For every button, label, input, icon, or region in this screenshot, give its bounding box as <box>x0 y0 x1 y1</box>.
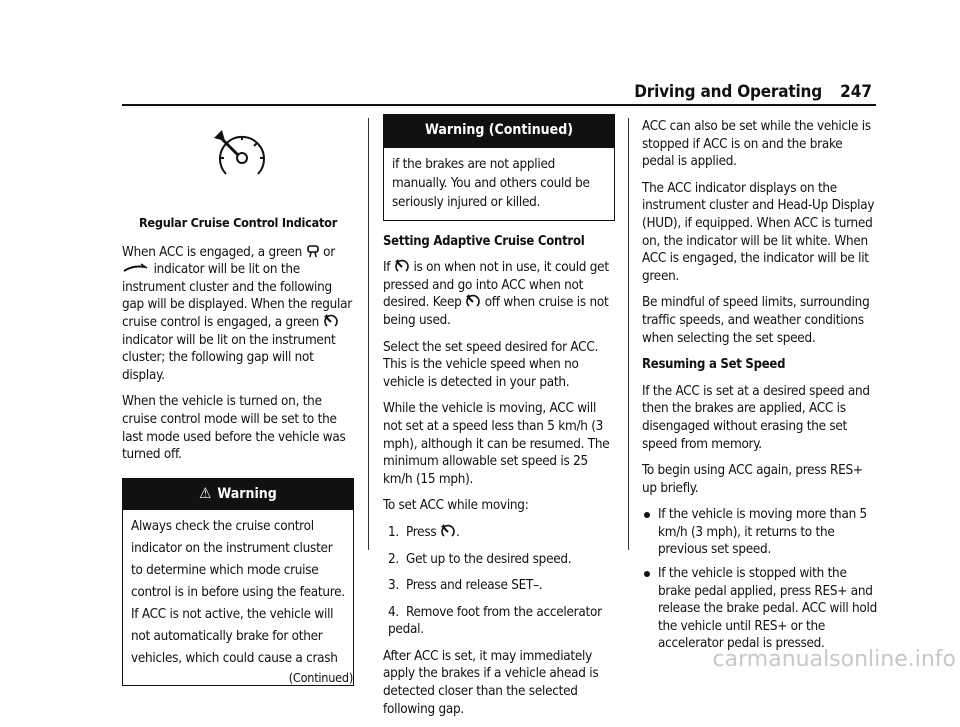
warning-box <box>122 478 354 687</box>
header-rule <box>122 104 876 106</box>
paragraph: To set ACC while moving: <box>383 498 529 514</box>
paragraph: Be mindful of speed limits, surrounding traffic speeds, and weather conditions when selecting the set speed. <box>642 295 870 346</box>
warning-text: if the brakes are not applied manually. You and others could be seriously injured or killed. <box>392 156 590 210</box>
warning-text: Always check the cruise control indicator on the instrument cluster to determine which mode cruise control is in before using the feature. If ACC is not active, the vehicle will not automatically brake for other vehicles, which could cause a crash <box>131 519 345 667</box>
cruise-indicator-figure <box>122 128 354 203</box>
list-item: If the vehicle is stopped with the brake pedal applied, press RES+ and release the brake pedal. ACC will hold the vehicle until RES+ or the accelerator pedal is pressed. <box>642 565 878 653</box>
list-item: 3. Press and release SET–. <box>388 578 543 594</box>
warning-triangle-icon: ⚠ <box>199 483 212 502</box>
column-divider-2 <box>628 118 629 550</box>
section-heading: Resuming a Set Speed <box>642 357 786 373</box>
list-item: 4. Remove foot from the accelerator pedal. <box>388 604 602 638</box>
paragraph: If is on when not in use, it could get pressed and go into ACC when not desired. Keep off when cruise is not being used. <box>383 260 609 328</box>
warning-header: ⚠ Warning <box>123 479 353 511</box>
paragraph: When the vehicle is turned on, the cruise control mode will be set to the last mode used before the vehicle was turned off. <box>122 394 346 463</box>
warning-header: Warning (Continued) <box>384 115 614 148</box>
cruise-control-icon <box>395 259 409 273</box>
paragraph: While the vehicle is moving, ACC will not set at a speed less than 5 km/h (3 mph), although it can be resumed. The minimum allowable set speed is 25 km/h (15 mph). <box>383 401 610 487</box>
section-heading: Setting Adaptive Cruise Control <box>383 233 585 249</box>
watermark: carmanualsonline.info <box>712 647 956 672</box>
warning-box-continued <box>383 114 615 221</box>
cruise-control-icon <box>441 524 455 538</box>
paragraph: ACC can also be set while the vehicle is stopped if ACC is on and the brake pedal is applied. <box>642 119 871 170</box>
column-3 <box>642 118 878 659</box>
figure-caption: Regular Cruise Control Indicator <box>138 215 338 230</box>
bullet-icon <box>644 571 650 577</box>
paragraph: To begin using ACC again, press RES+ up briefly. <box>642 463 863 496</box>
cruise-control-icon <box>466 294 480 308</box>
paragraph: After ACC is set, it may immediately apply the brakes if a vehicle ahead is detected closer than the selected following gap. <box>383 648 599 717</box>
column-divider-1 <box>368 118 369 550</box>
column-2 <box>383 118 615 727</box>
list-item: If the vehicle is moving more than 5 km/h (3 mph), it returns to the previous set speed. <box>642 506 878 559</box>
list-item: 1. Press . <box>388 524 460 540</box>
paragraph: If the ACC is set at a desired speed and then the brakes are applied, ACC is disengaged without erasing the set speed from memory. <box>642 383 870 452</box>
cruise-control-gauge-icon <box>212 128 268 184</box>
paragraph: When ACC is engaged, a green or indicator will be lit on the instrument cluster and the following gap will be displayed. When the regular cruise control is engaged, a green indicator will be lit on the instrument cluster; the following gap will not display. <box>122 244 352 383</box>
bullet-list <box>642 506 878 653</box>
list-item: 2. Get up to the desired speed. <box>388 551 572 567</box>
acc-car-gauge-icon <box>307 244 319 258</box>
paragraph: The ACC indicator displays on the instrument cluster and Head-Up Display (HUD), if equipped. When ACC is turned on, the indicator will be lit white. When ACC is engaged, the indicator will be lit green. <box>642 180 875 284</box>
cruise-control-icon <box>324 314 338 328</box>
column-1 <box>122 118 354 686</box>
bullet-icon <box>644 512 650 518</box>
continued-label: (Continued) <box>288 670 353 686</box>
steps-list <box>383 524 615 639</box>
page-number: 247 <box>840 82 872 102</box>
header-title: Driving and Operating <box>634 82 822 102</box>
paragraph: Select the set speed desired for ACC. This is the vehicle speed when no vehicle is detected in your path. <box>383 339 599 390</box>
acc-road-icon <box>123 263 149 275</box>
